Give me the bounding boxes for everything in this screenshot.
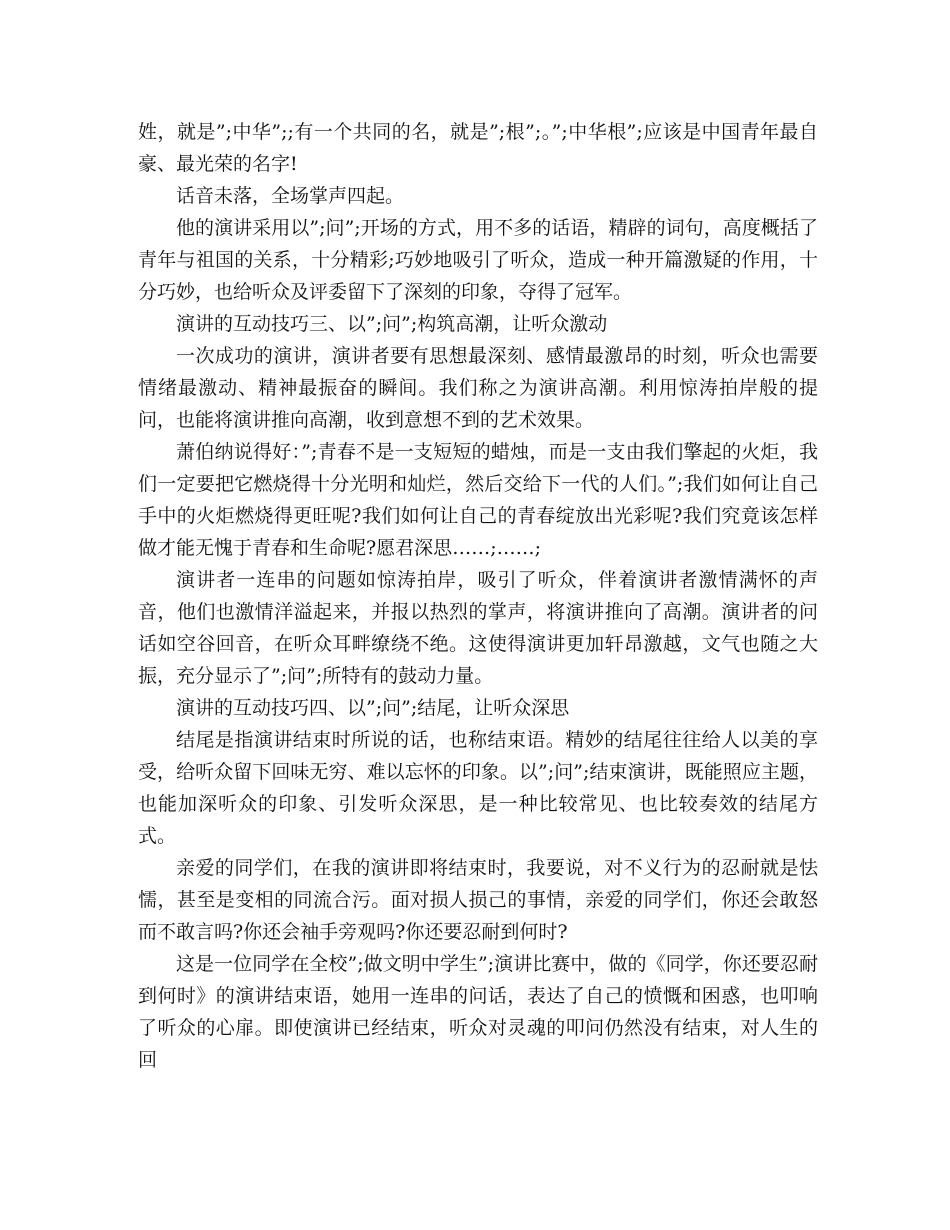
paragraph-3: 他的演讲采用以”;问”;开场的方式，用不多的话语，精辟的词句，高度概括了青年与祖国的关系，十分精彩;巧妙地吸引了听众，造成一种开篇激疑的作用，十分巧妙，也给听众及评委留下了深刻的印象，夺得了冠军。 [138,217,818,303]
paragraph-5: 一次成功的演讲，演讲者要有思想最深刻、感情最激昂的时刻，听众也需要情绪最激动、精神最振奋的瞬间。我们称之为演讲高潮。利用惊涛拍岸般的提问，也能将演讲推向高潮，收到意想不到的艺术效果。 [138,345,818,431]
paragraph-11: 这是一位同学在全校”;做文明中学生”;演讲比赛中，做的《同学，你还要忍耐到何时》的演讲结束语，她用一连串的问话，表达了自己的愤慨和困惑，也叩响了听众的心扉。即使演讲已经结束，听众对灵魂的叩问仍然没有结束，对人生的回 [138,953,818,1071]
section-heading-4: 演讲的互动技巧四、以”;问”;结尾，让听众深思 [176,697,570,719]
paragraph-6: 萧伯纳说得好：”;青春不是一支短短的蜡烛，而是一支由我们擎起的火炬，我们一定要把它燃烧得十分光明和灿烂，然后交给下一代的人们。”;我们如何让自己手中的火炬燃烧得更旺呢?我们如何让自己的青春绽放出光彩呢?我们究竟该怎样做才能无愧于青春和生命呢?愿君深思……;……; [138,441,818,559]
section-heading-3: 演讲的互动技巧三、以”;问”;构筑高潮，让听众激动 [176,313,608,335]
paragraph-10: 亲爱的同学们，在我的演讲即将结束时，我要说，对不义行为的忍耐就是怯懦，甚至是变相的同流合污。面对损人损己的事情，亲爱的同学们，你还会敢怒而不敢言吗?你还会袖手旁观吗?你还要忍耐到何时? [138,857,818,943]
paragraph-2: 话音未落，全场掌声四起。 [176,185,405,207]
document-body [138,116,818,1076]
paragraph-9: 结尾是指演讲结束时所说的话，也称结束语。精妙的结尾往往给人以美的享受，给听众留下回味无穷、难以忘怀的印象。以”;问”;结束演讲，既能照应主题，也能加深听众的印象、引发听众深思，是一种比较常见、也比较奏效的结尾方式。 [138,729,818,847]
paragraph-7: 演讲者一连串的问题如惊涛拍岸，吸引了听众，伴着演讲者激情满怀的声音，他们也激情洋溢起来，并报以热烈的掌声，将演讲推向了高潮。演讲者的问话如空谷回音，在听众耳畔缭绕不绝。这使得演讲更加轩昂激越，文气也随之大振，充分显示了”;问”;所特有的鼓动力量。 [138,569,818,687]
paragraph-1: 姓，就是”;中华”;;有一个共同的名，就是”;根”;。”;中华根”;应该是中国青年最自豪、最光荣的名字! [138,121,818,175]
